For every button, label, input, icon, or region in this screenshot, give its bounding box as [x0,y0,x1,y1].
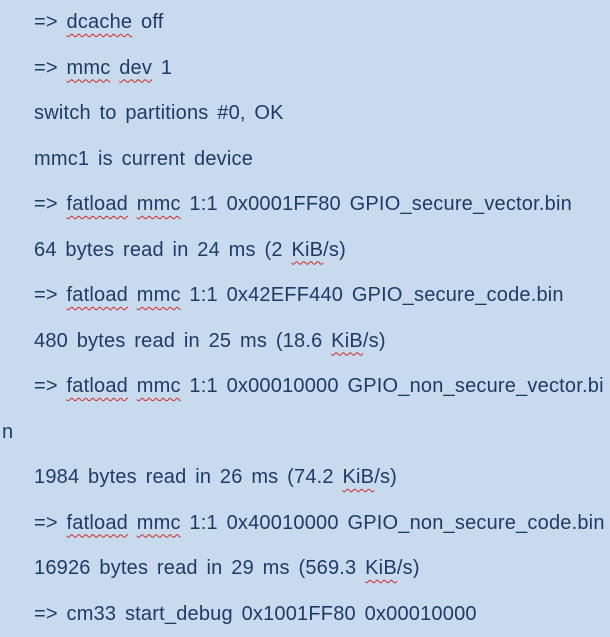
misspelled-word: dcache [66,11,133,33]
console-text: 1:1 0x00010000 GPIO_non_secure_vector.bi [180,375,604,397]
console-text: => [34,375,67,397]
console-line [0,501,610,547]
console-text: 64 bytes read in 24 ms (2 [34,238,292,261]
console-text: => [34,284,67,306]
console-text: off [132,11,164,33]
misspelled-word: KiB [365,557,397,579]
console-text: /s) [323,238,346,261]
console-text [128,512,137,534]
console-text: => [34,56,67,79]
console-text: => [34,11,67,33]
console-line [0,46,610,92]
console-line [0,364,610,410]
console-text: mmc1 is current device [34,147,254,170]
console-text [128,284,137,306]
console-text: /s) [362,329,386,352]
misspelled-word: fatload [66,375,128,397]
console-line [0,273,610,319]
misspelled-word: KiB [331,329,363,352]
misspelled-word: mmc [136,375,181,397]
misspelled-word: dev [119,56,153,79]
console-text: switch to partitions #0, OK [34,102,284,124]
misspelled-word: KiB [291,238,324,261]
console-text [128,375,137,397]
console-line [0,182,610,228]
console-line [0,319,610,365]
misspelled-word: fatload [66,511,128,534]
console-text: 1:1 0x0001FF80 GPIO_secure_vector.bin [180,193,572,215]
console-text: 1:1 0x42EFF440 GPIO_secure_code.bin [180,284,564,306]
console-text: 480 bytes read in 25 ms (18.6 [34,329,332,352]
console-text: 1984 bytes read in 26 ms (74.2 [34,466,343,488]
console-text: n [2,420,14,443]
misspelled-word: mmc [66,56,111,79]
console-text [110,57,119,79]
console-line [0,228,610,274]
console-line [0,455,610,501]
console-text: => [34,193,67,215]
console-text [128,193,137,215]
console-line [0,137,610,183]
misspelled-word: fatload [66,193,128,215]
misspelled-word: mmc [136,193,181,215]
console-text: 16926 bytes read in 29 ms (569.3 [34,557,366,579]
misspelled-word: KiB [342,466,375,488]
misspelled-word: fatload [66,284,128,306]
console-line [0,546,610,592]
console-text: /s) [396,557,420,579]
console-text: => cm33 start_debug 0x1001FF80 0x00010000 [34,602,477,625]
console-text: 1 [152,56,173,79]
console-line [0,0,610,46]
misspelled-word: mmc [136,284,181,306]
console-text: => [34,511,67,534]
console-text: 1:1 0x40010000 GPIO_non_secure_code.bin [180,511,605,534]
misspelled-word: mmc [136,511,181,534]
console-line-wrap-continuation [0,410,610,456]
console-text: /s) [374,466,398,488]
console-line [0,592,610,637]
console-line [0,91,610,137]
